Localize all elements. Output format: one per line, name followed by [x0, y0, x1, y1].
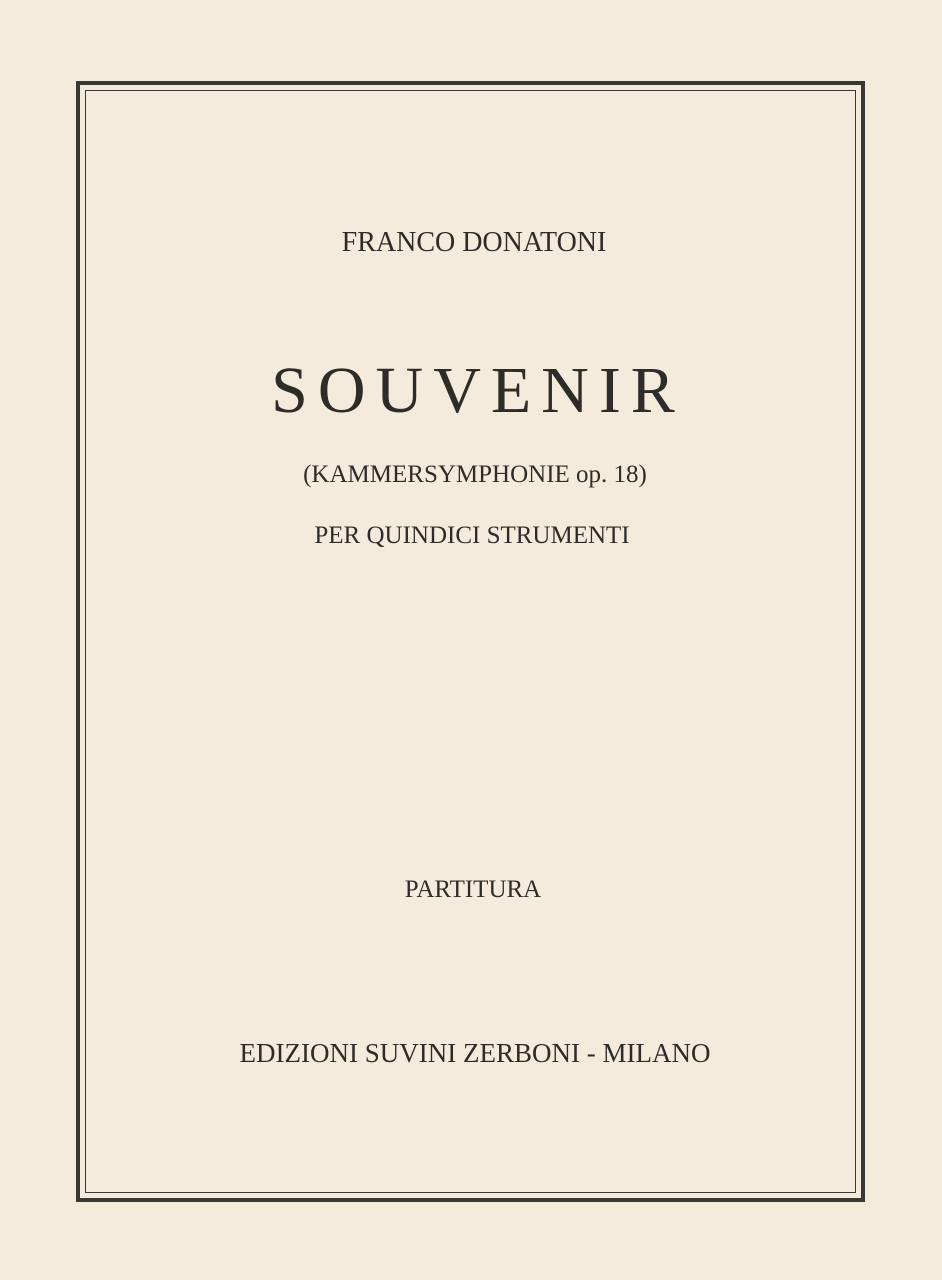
work-subtitle: (KAMMERSYMPHONIE op. 18) [303, 461, 647, 488]
instrumentation: PER QUINDICI STRUMENTI [314, 522, 630, 549]
publisher-imprint: EDIZIONI SUVINI ZERBONI - MILANO [239, 1038, 711, 1068]
work-title: SOUVENIR [271, 354, 685, 427]
score-type-label: PARTITURA [404, 876, 542, 903]
composer-name: FRANCO DONATONI [341, 227, 607, 258]
